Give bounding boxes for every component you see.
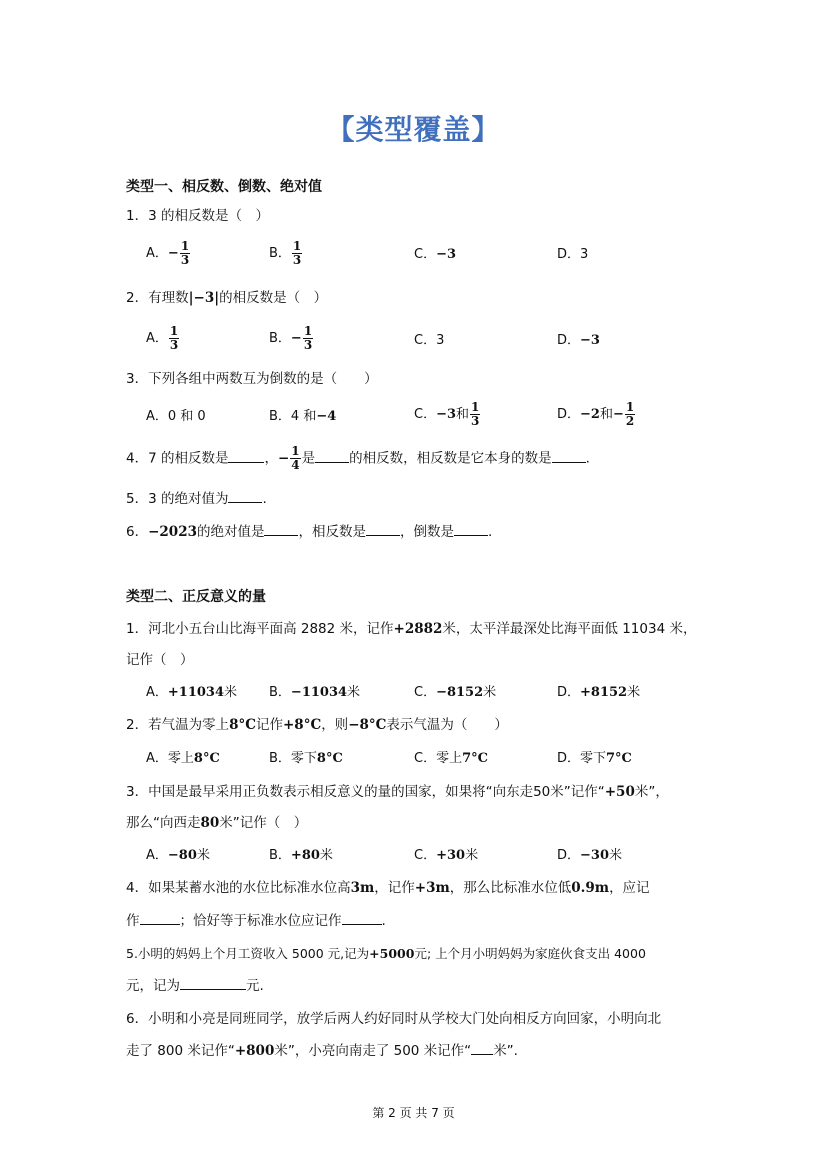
s2-q5-line1: 5.小明的妈妈上个月工资收入 5000 元,记为+5000元; 上个月小明妈妈为家庭伙食支出 4000 [126, 946, 646, 961]
s1-q3-option-b: B．4 和−4 [269, 409, 337, 424]
s2-q1-line2: 记作（ ） [126, 652, 194, 668]
s2-q4-line1: 4．如果某蓄水池的水位比标准水位高3m，记作+3m，那么比标准水位低0.9m，应记 [126, 880, 650, 896]
s2-q3-option-c: C．+30米 [414, 848, 479, 863]
answer-blank [454, 521, 488, 536]
s1-q1-option-a: A．− $\frac{1}{3}$ [146, 239, 190, 267]
page-footer: 第 2 页 共 7 页 [372, 1106, 455, 1120]
s2-q3-option-a: A．−80米 [146, 848, 210, 863]
s2-q6-line1: 6．小明和小亮是同班同学，放学后两人约好同时从学校大门处向相反方向回家，小明向北 [126, 1011, 662, 1027]
s2-q2-option-c: C．零上7°C [414, 751, 488, 766]
answer-blank [140, 910, 180, 925]
s1-q3-option-d: D．−2和− $\frac{1}{2}$ [557, 400, 635, 428]
s2-q3-option-b: B．+80米 [269, 848, 333, 863]
s1-q2-option-d: D．−3 [557, 333, 600, 348]
answer-blank [180, 975, 246, 990]
answer-blank [342, 910, 382, 925]
answer-blank [228, 488, 262, 503]
answer-blank [264, 521, 298, 536]
s1-q3-option-a: A．0 和 0 [146, 409, 206, 424]
s2-q3-option-d: D．−30米 [557, 848, 623, 863]
s1-q1-option-b: B． $\frac{1}{3}$ [269, 239, 302, 267]
s1-q1-option-d: D．3 [557, 247, 589, 262]
s2-q5-line2: 元，记为 元. [126, 975, 264, 996]
s2-q3-line1: 3．中国是最早采用正负数表示相反意义的量的国家，如果将“向东走50米”记作“+50米”， [126, 784, 669, 800]
s1-q2-option-b: B．− $\frac{1}{3}$ [269, 324, 313, 352]
s1-q2-option-a: A． $\frac{1}{3}$ [146, 324, 179, 352]
answer-blank [552, 448, 586, 463]
page-title: 【类型覆盖】 [326, 113, 501, 146]
s2-q2-option-a: A．零上8°C [146, 751, 220, 766]
s2-q1-option-d: D．+8152米 [557, 685, 641, 700]
answer-blank [315, 448, 349, 463]
section-heading-2: 类型二、正反意义的量 [126, 589, 266, 605]
answer-blank [228, 448, 264, 463]
answer-blank [471, 1040, 493, 1055]
s2-q1-option-a: A．+11034米 [146, 685, 238, 700]
s1-q3-stem: 3．下列各组中两数互为倒数的是（ ） [126, 371, 378, 387]
s2-q1-line1: 1．河北小五台山比海平面高 2882 米，记作+2882米，太平洋最深处比海平面低 11034 米， [126, 621, 697, 637]
s2-q1-option-c: C．−8152米 [414, 685, 497, 700]
s1-q4: 4．7 的相反数是 ，− $\frac{1}{4}$ 是 的相反数，相反数是它本身的数是 . [126, 444, 590, 472]
s1-q5: 5．3 的绝对值为 . [126, 488, 267, 509]
s1-q1-stem: 1．3 的相反数是（ ） [126, 208, 269, 224]
s1-q2-option-c: C．3 [414, 333, 445, 348]
section-heading-1: 类型一、相反数、倒数、绝对值 [126, 179, 322, 195]
s2-q6-line2: 走了 800 米记作“+800米”，小亮向南走了 500 米记作“ 米”. [126, 1040, 518, 1061]
s2-q3-line2: 那么“向西走80米”记作（ ） [126, 815, 308, 831]
s1-q3-option-c: C．−3和 $\frac{1}{3}$ [414, 400, 480, 428]
s2-q2-option-d: D．零下7°C [557, 751, 632, 766]
s1-q6: 6．−2023的绝对值是 ，相反数是 ，倒数是 . [126, 521, 492, 542]
answer-blank [366, 521, 400, 536]
s1-q1-option-c: C．−3 [414, 247, 457, 262]
s1-q2-stem: 2．有理数|−3|的相反数是（ ） [126, 290, 328, 306]
s2-q4-line2: 作 ；恰好等于标准水位应记作 . [126, 910, 386, 931]
s2-q1-option-b: B．−11034米 [269, 685, 361, 700]
s2-q2-option-b: B．零下8°C [269, 751, 343, 766]
s2-q2-stem: 2．若气温为零上8°C记作+8°C，则−8°C表示气温为（ ） [126, 717, 508, 733]
